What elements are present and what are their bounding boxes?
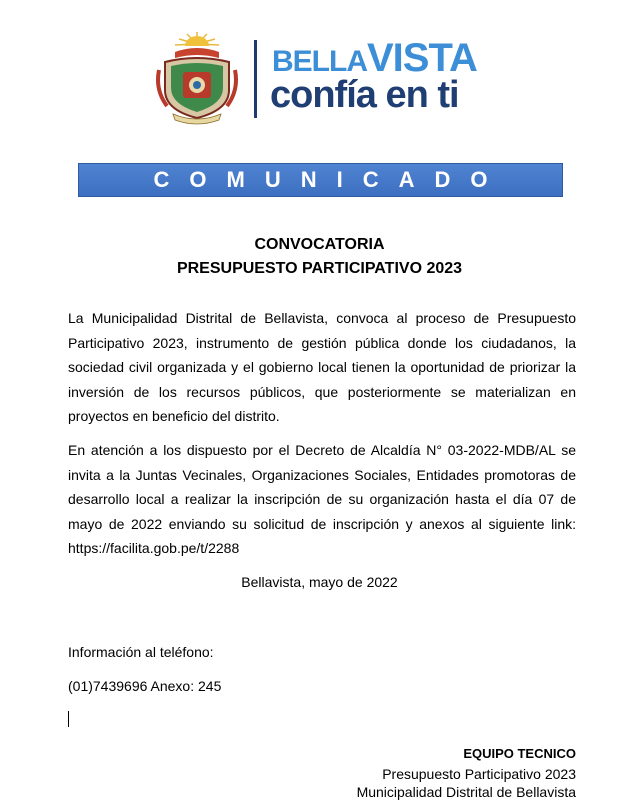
info-label: Información al teléfono: [68, 644, 214, 660]
phone-number: (01)7439696 Anexo: 245 [68, 678, 222, 694]
signature-team: EQUIPO TECNICO [463, 746, 576, 761]
title-convocatoria: CONVOCATORIA [254, 236, 385, 253]
document-header [0, 0, 639, 140]
signature-institution: Municipalidad Distrital de Bellavista [356, 784, 576, 800]
header-divider [254, 40, 257, 118]
comunicado-banner: COMUNICADO [78, 163, 563, 197]
title-presupuesto: PRESUPUESTO PARTICIPATIVO 2023 [176, 260, 463, 277]
brand-slogan: confía en ti [270, 74, 459, 116]
brand-name: BELLAVISTA [272, 36, 477, 80]
signature-program: Presupuesto Participativo 2023 [382, 766, 576, 782]
text-cursor[interactable] [68, 711, 69, 727]
municipal-crest-icon [155, 30, 240, 125]
body-paragraph-2: En atención a los dispuesto por el Decreto de Alcaldía N° 03-2022-MDB/AL se invita a la Juntas Vecinales, Organizaciones Sociales, Entidades promotoras de desarrollo local a realizar la inscripción de su organización hasta el día 07 de mayo de 2022 enviando su solicitud de inscripción y anexos al siguiente link: https://facilita.gob.pe/t/2288 [68, 442, 576, 556]
date-line: Bellavista, mayo de 2022 [241, 574, 398, 590]
body-paragraph-1: La Municipalidad Distrital de Bellavista, convoca al proceso de Presupuesto Participativo 2023, instrumento de gestión pública donde los ciudadanos, la sociedad civil organizada y el gobierno local tienen la oportunidad de priorizar la inversión de los recursos públicos, que posteriormente se materializan en proyectos en beneficio del distrito. [68, 310, 576, 424]
